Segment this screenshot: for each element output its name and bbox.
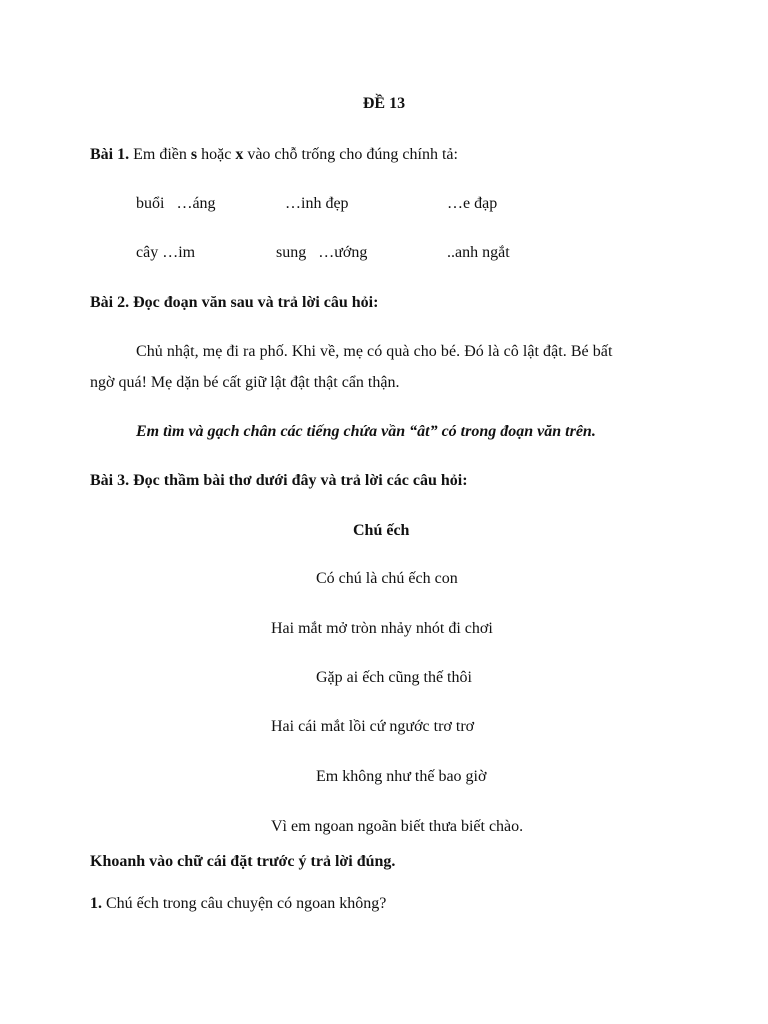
poem-line: Hai mắt mở tròn nhảy nhót đi chơi [271, 620, 493, 637]
poem-line: Hai cái mắt lồi cứ ngước trơ trơ [271, 718, 475, 735]
letter-s: s [190, 146, 198, 163]
instruction-text-c: vào chỗ trống cho đúng chính tả: [243, 146, 458, 163]
exercise-2-task: Em tìm và gạch chân các tiếng chứa vần “ât” có trong đoạn văn trên. [136, 423, 596, 440]
exercise-3-instruction: Khoanh vào chữ cái đặt trước ý trả lời đúng. [90, 853, 396, 870]
reading-paragraph-line-1: Chủ nhật, mẹ đi ra phố. Khi về, mẹ có quà cho bé. Đó là cô lật đật. Bé bất [136, 343, 613, 360]
blank-item: sung …ướng [276, 244, 368, 261]
poem-line: Vì em ngoan ngoãn biết thưa biết chào. [271, 818, 524, 835]
poem-line: Gặp ai ếch cũng thế thôi [316, 669, 472, 686]
blank-item: …e đạp [447, 195, 498, 212]
exercise-2-heading: Bài 2. Đọc đoạn văn sau và trả lời câu hỏi: [90, 294, 379, 311]
blank-item: cây …im [136, 244, 196, 261]
blank-item: buổi …áng [136, 195, 216, 212]
exercise-3-heading: Bài 3. Đọc thầm bài thơ dưới đây và trả lời các câu hỏi: [90, 472, 468, 489]
poem-title: Chú ếch [353, 522, 410, 539]
page-title: ĐỀ 13 [362, 95, 406, 112]
instruction-text-b: hoặc [197, 146, 236, 163]
exercise-1-instruction [90, 145, 458, 165]
poem-line: Có chú là chú ếch con [316, 570, 458, 587]
poem-line: Em không như thế bao giờ [316, 768, 487, 785]
blank-item: …inh đẹp [285, 195, 349, 212]
question-1-text: Chú ếch trong câu chuyện có ngoan không? [102, 895, 387, 912]
reading-paragraph-line-2: ngờ quá! Mẹ dặn bé cất giữ lật đật thật cẩn thận. [90, 374, 400, 391]
instruction-text-a: Em điền [129, 146, 191, 163]
question-1 [90, 894, 386, 914]
blank-item: ..anh ngắt [447, 244, 510, 261]
question-1-number: 1. [90, 895, 102, 912]
letter-x: x [235, 146, 244, 163]
exercise-1-label: Bài 1. [90, 146, 130, 163]
